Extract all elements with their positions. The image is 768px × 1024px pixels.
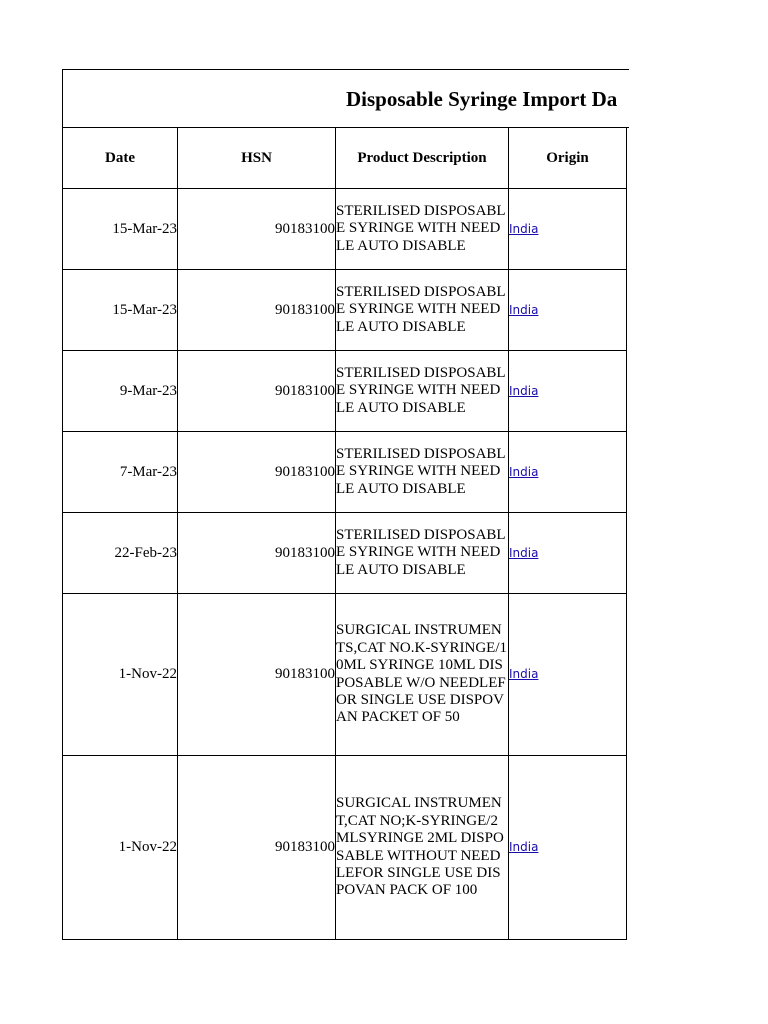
date-cell: 1-Nov-22	[63, 756, 178, 940]
origin-cell	[509, 432, 627, 513]
description-cell: STERILISED DISPOSABLE SYRINGE WITH NEEDLE AUTO DISABLE	[336, 189, 509, 270]
header-product-description: Product Description	[336, 128, 509, 189]
hsn-cell: 90183100	[178, 270, 336, 351]
hsn-cell: 90183100	[178, 189, 336, 270]
hsn-cell: 90183100	[178, 594, 336, 756]
description-cell: SURGICAL INSTRUMENTS,CAT NO.K-SYRINGE/10ML SYRINGE 10ML DISPOSABLE W/O NEEDLEFOR SINGLE USE DISPOVAN PACKET OF 50	[336, 594, 509, 756]
origin-link[interactable]: India	[509, 464, 539, 479]
origin-link[interactable]: India	[509, 545, 539, 560]
description-cell: STERILISED DISPOSABLE SYRINGE WITH NEEDLE AUTO DISABLE	[336, 270, 509, 351]
date-cell: 9-Mar-23	[63, 351, 178, 432]
date-cell: 22-Feb-23	[63, 513, 178, 594]
table-row	[63, 594, 627, 756]
title-cell	[62, 69, 629, 128]
page-title: Disposable Syringe Import Da	[346, 87, 618, 111]
table-row	[63, 513, 627, 594]
hsn-cell: 90183100	[178, 513, 336, 594]
spreadsheet-page	[62, 69, 629, 943]
date-cell: 15-Mar-23	[63, 189, 178, 270]
table-row	[63, 351, 627, 432]
description-cell: SURGICAL INSTRUMENT,CAT NO;K-SYRINGE/2MLSYRINGE 2ML DISPOSABLE WITHOUT NEEDLEFOR SINGLE USE DISPOVAN PACK OF 100	[336, 756, 509, 940]
table-row	[63, 189, 627, 270]
import-data-table	[62, 127, 627, 940]
date-cell: 15-Mar-23	[63, 270, 178, 351]
origin-cell	[509, 189, 627, 270]
header-hsn: HSN	[178, 128, 336, 189]
table-row	[63, 270, 627, 351]
description-cell: STERILISED DISPOSABLE SYRINGE WITH NEEDLE AUTO DISABLE	[336, 513, 509, 594]
header-date: Date	[63, 128, 178, 189]
origin-link[interactable]: India	[509, 302, 539, 317]
date-cell: 7-Mar-23	[63, 432, 178, 513]
date-cell: 1-Nov-22	[63, 594, 178, 756]
header-origin: Origin	[509, 128, 627, 189]
header-row	[63, 128, 627, 189]
hsn-cell: 90183100	[178, 351, 336, 432]
origin-cell	[509, 756, 627, 940]
origin-cell	[509, 270, 627, 351]
origin-link[interactable]: India	[509, 221, 539, 236]
origin-cell	[509, 513, 627, 594]
origin-link[interactable]: India	[509, 383, 539, 398]
table-row	[63, 432, 627, 513]
origin-cell	[509, 594, 627, 756]
description-cell: STERILISED DISPOSABLE SYRINGE WITH NEEDLE AUTO DISABLE	[336, 351, 509, 432]
hsn-cell: 90183100	[178, 432, 336, 513]
origin-link[interactable]: India	[509, 840, 539, 854]
table-row	[63, 756, 627, 940]
origin-cell	[509, 351, 627, 432]
description-cell: STERILISED DISPOSABLE SYRINGE WITH NEEDLE AUTO DISABLE	[336, 432, 509, 513]
origin-link[interactable]: India	[509, 667, 539, 681]
hsn-cell: 90183100	[178, 756, 336, 940]
